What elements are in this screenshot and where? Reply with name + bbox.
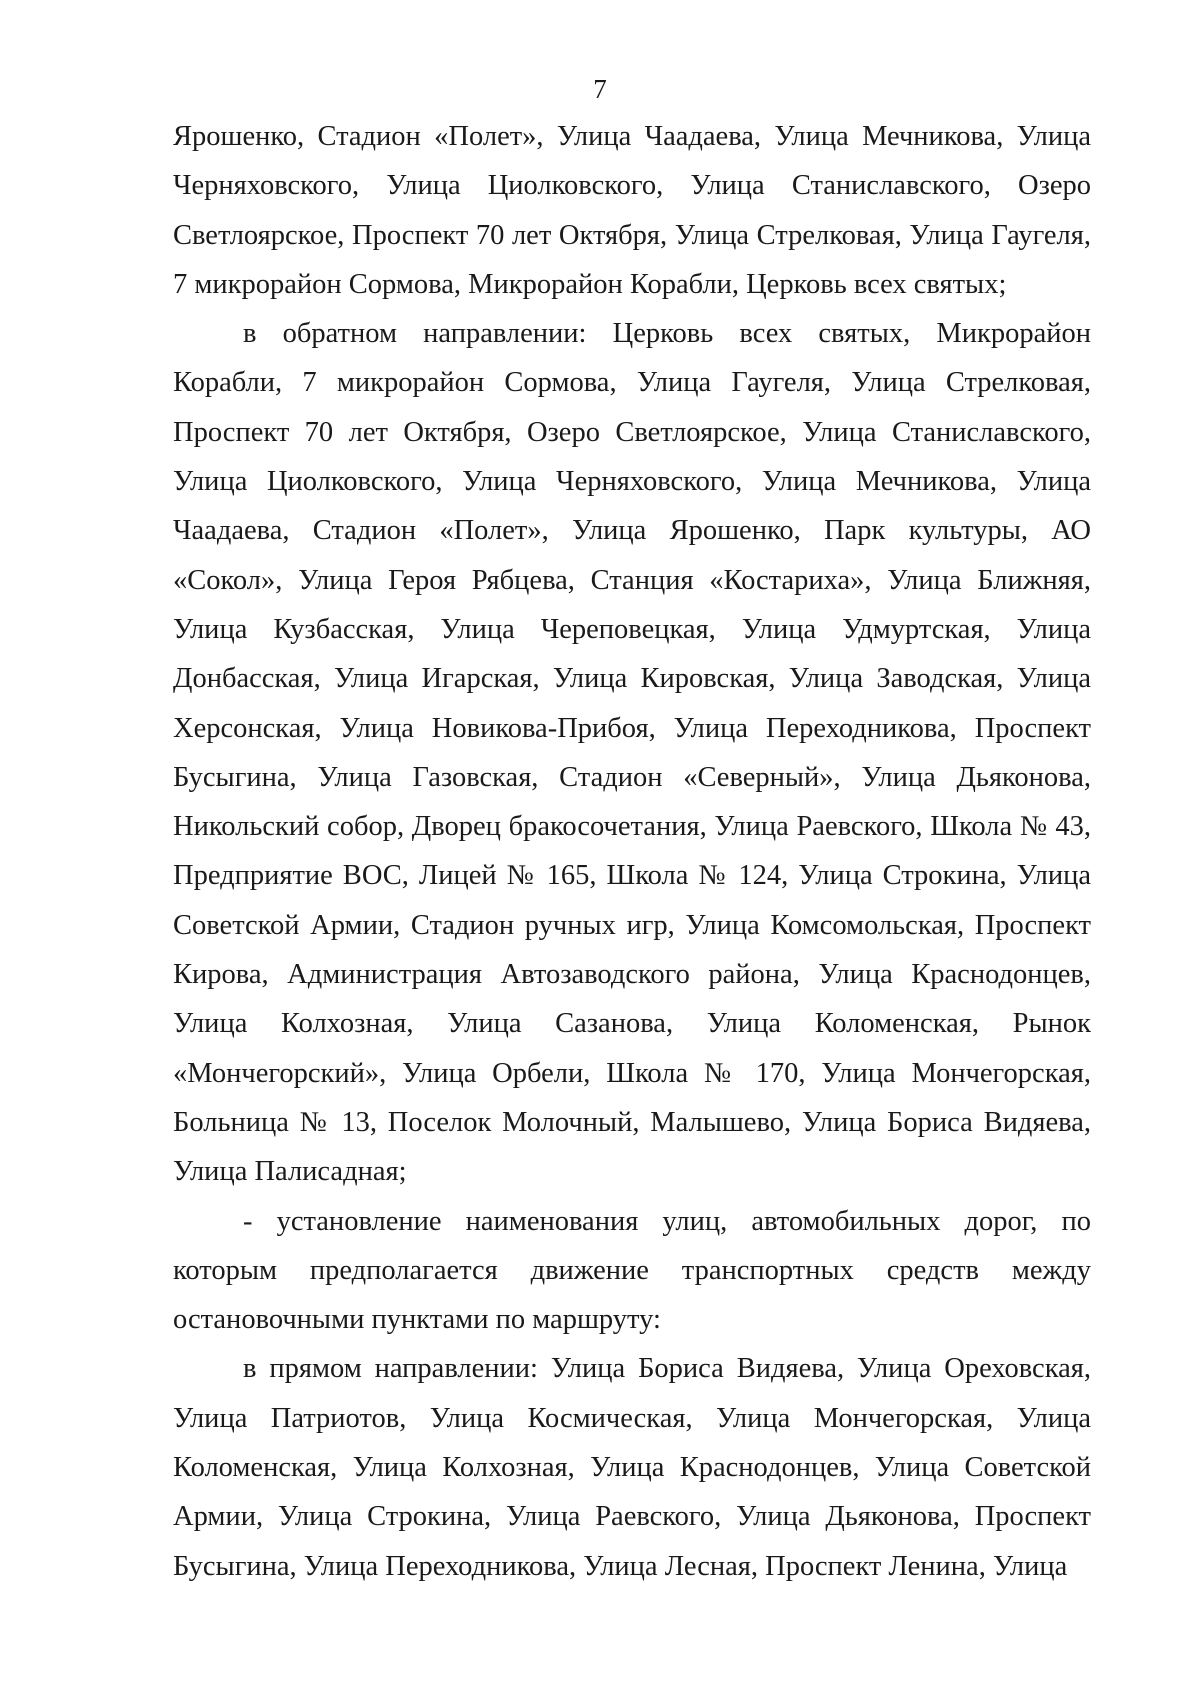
paragraph-reverse-direction: в обратном направлении: Церковь всех святых, Микрорайон Корабли, 7 микрорайон Сормова, Улица Гаугеля, Улица Стрелковая, Проспект 70 лет Октября, Озеро Светлоярское, Улица Станиславского, Улица Циолковского, Улица Черняховского, Улица Мечникова, Улица Чаадаева, Стадион «Полет», Улица Ярошенко, Парк культуры, АО «Сокол», Улица Героя Рябцева, Станция «Костариха», Улица Ближняя, Улица Кузбасская, Улица Череповецкая, Улица Удмуртская, Улица Донбасская, Улица Игарская, Улица Кировская, Улица Заводская, Улица Херсонская, Улица Новикова-Прибоя, Улица Переходникова, Проспект Бусыгина, Улица Газовская, Стадион «Северный», Улица Дьяконова, Никольский собор, Дворец бракосочетания, Улица Раевского, Школа № 43, Предприятие ВОС, Лицей № 165, Школа № 124, Улица Строкина, Улица Советской Армии, Стадион ручных игр, Улица Комсомольская, Проспект Кирова, Администрация Автозаводского района, Улица Краснодонцев, Улица Колхозная, Улица Сазанова, Улица Коломенская, Рынок «Мончегорский», Улица Орбели, Школа № 170, Улица Мончегорская, Больница № 13, Поселок Молочный, Малышево, Улица Бориса Видяева, Улица Палисадная; <box>173 318 1091 1188</box>
page-number: 7 <box>593 74 607 104</box>
document-body <box>173 112 1091 1591</box>
paragraph-street-names-item: - установление наименования улиц, автомобильных дорог, по которым предполагается движение транспортных средств между остановочными пунктами по маршруту: <box>173 1205 1091 1336</box>
paragraph-forward-direction: в прямом направлении: Улица Бориса Видяева, Улица Ореховская, Улица Патриотов, Улица Космическая, Улица Мончегорская, Улица Коломенская, Улица Колхозная, Улица Краснодонцев, Улица Советской Армии, Улица Строкина, Улица Раевского, Улица Дьяконова, Проспект Бусыгина, Улица Переходникова, Улица Лесная, Проспект Ленина, Улица <box>173 1353 1091 1582</box>
paragraph-route-continuation: Ярошенко, Стадион «Полет», Улица Чаадаева, Улица Мечникова, Улица Черняховского, Улица Циолковского, Улица Станиславского, Озеро Светлоярское, Проспект 70 лет Октября, Улица Стрелковая, Улица Гаугеля, 7 микрорайон Сормова, Микрорайон Корабли, Церковь всех святых; <box>173 121 1091 300</box>
